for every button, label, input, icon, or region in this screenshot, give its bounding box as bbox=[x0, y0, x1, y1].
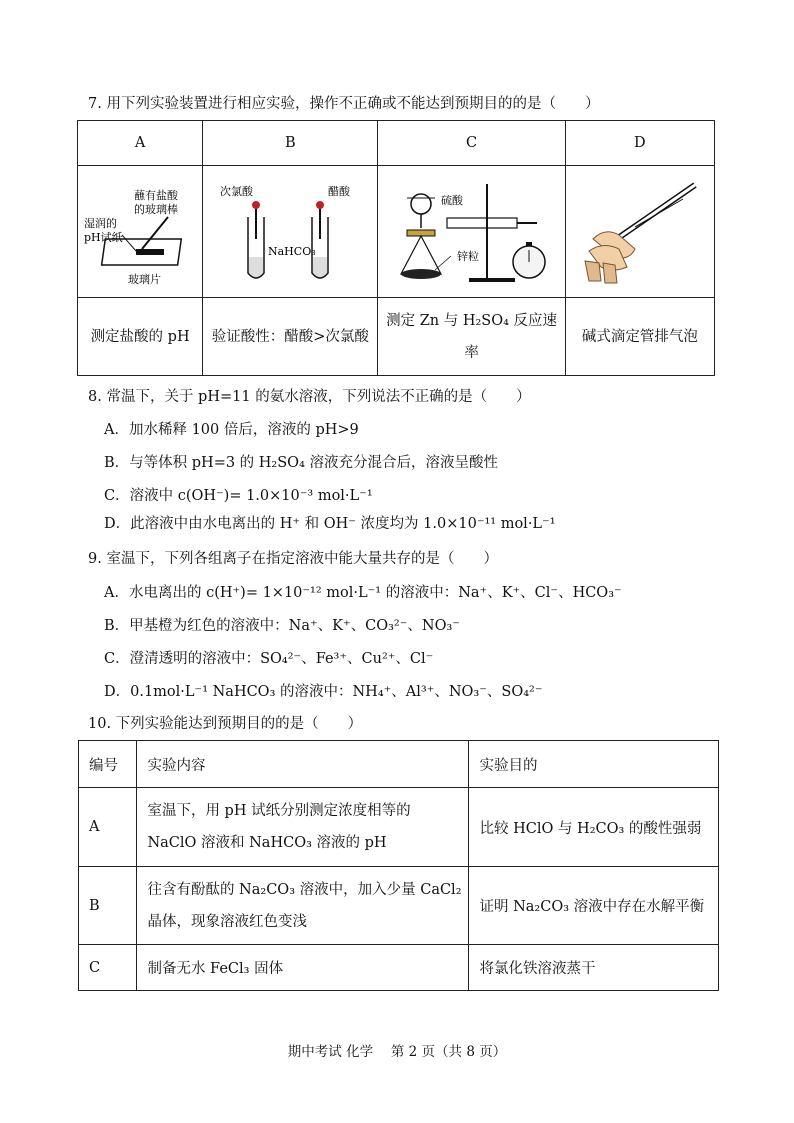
q10-row-b-content: 往含有酚酞的 Na₂CO₃ 溶液中，加入少量 CaCl₂ 晶体，现象溶液红色变浅 bbox=[137, 867, 469, 945]
table-row bbox=[79, 867, 719, 945]
q7-purpose-a: 测定盐酸的 pH bbox=[78, 298, 203, 376]
q10-row-c-content: 制备无水 FeCl₃ 固体 bbox=[137, 945, 469, 991]
q7-header-c: C bbox=[378, 121, 565, 166]
q8-option-d: D．此溶液中由水电离出的 H⁺ 和 OH⁻ 浓度均为 1.0×10⁻¹¹ mol·L⁻¹ bbox=[104, 516, 556, 532]
fig-a-rod-label: 蘸有盐酸 bbox=[134, 188, 179, 202]
q10-row-c-purpose: 将氯化铁溶液蒸干 bbox=[469, 945, 719, 991]
table-row bbox=[79, 788, 719, 867]
table-row bbox=[79, 945, 719, 991]
fig-a-paper-label-2: pH试纸 bbox=[84, 230, 123, 244]
q9-option-d: D．0.1mol·L⁻¹ NaHCO₃ 的溶液中：NH₄⁺、Al³⁺、NO₃⁻、SO₄²⁻ bbox=[104, 684, 543, 700]
q7-figure-c bbox=[378, 166, 565, 298]
q7-figure-a bbox=[78, 166, 203, 298]
q10-row-a-id: A bbox=[79, 788, 137, 867]
q7-header-a: A bbox=[78, 121, 203, 166]
q10-header-id: 编号 bbox=[79, 741, 137, 788]
page-footer: 期中考试 化学 第 2 页（共 8 页） bbox=[287, 1044, 507, 1060]
q7-header-b: B bbox=[203, 121, 378, 166]
q7-table bbox=[77, 120, 715, 376]
q10-header-purpose: 实验目的 bbox=[469, 741, 719, 788]
q7-stem: 7. 用下列实验装置进行相应实验，操作不正确或不能达到预期目的的是（ ） bbox=[88, 96, 600, 112]
fig-c-zinc-label: 锌粒 bbox=[456, 249, 479, 263]
q10-row-a-content: 室温下，用 pH 试纸分别测定浓度相等的 NaClO 溶液和 NaHCO₃ 溶液的 pH bbox=[137, 788, 469, 867]
q8-stem: 8. 常温下，关于 pH=11 的氨水溶液，下列说法不正确的是（ ） bbox=[88, 389, 531, 405]
fig-a-rod-label-2: 的玻璃棒 bbox=[134, 202, 179, 216]
fig-b-left-label: 次氯酸 bbox=[220, 184, 254, 198]
q9-option-a: A．水电离出的 c(H⁺)= 1×10⁻¹² mol·L⁻¹ 的溶液中：Na⁺、K⁺、Cl⁻、HCO₃⁻ bbox=[104, 585, 622, 601]
fig-c-acid-label: 硫酸 bbox=[440, 193, 463, 207]
q7-figure-d bbox=[565, 166, 714, 298]
q7-purpose-b: 验证酸性：醋酸>次氯酸 bbox=[203, 298, 378, 376]
q10-table bbox=[78, 740, 719, 991]
q10-header-content: 实验内容 bbox=[137, 741, 469, 788]
q8-option-c: C．溶液中 c(OH⁻)= 1.0×10⁻³ mol·L⁻¹ bbox=[104, 488, 373, 504]
q10-row-a-purpose: 比较 HClO 与 H₂CO₃ 的酸性强弱 bbox=[469, 788, 719, 867]
q9-stem: 9. 室温下，下列各组离子在指定溶液中能大量共存的是（ ） bbox=[88, 551, 498, 567]
fig-a-slide-label: 玻璃片 bbox=[128, 272, 162, 286]
fig-b-right-label: 醋酸 bbox=[328, 184, 351, 198]
fig-a-paper-label: 湿润的 bbox=[84, 216, 118, 230]
fig-b-mid-label: NaHCO₃ bbox=[268, 244, 316, 258]
q9-option-b: B．甲基橙为红色的溶液中：Na⁺、K⁺、CO₃²⁻、NO₃⁻ bbox=[104, 618, 460, 634]
q7-purpose-d: 碱式滴定管排气泡 bbox=[565, 298, 714, 376]
q10-row-b-purpose: 证明 Na₂CO₃ 溶液中存在水解平衡 bbox=[469, 867, 719, 945]
q10-row-c-id: C bbox=[79, 945, 137, 991]
q7-purpose-c: 测定 Zn 与 H₂SO₄ 反应速率 bbox=[378, 298, 565, 376]
q7-header-d: D bbox=[565, 121, 714, 166]
q8-option-b: B．与等体积 pH=3 的 H₂SO₄ 溶液充分混合后，溶液呈酸性 bbox=[104, 455, 498, 471]
q10-stem: 10. 下列实验能达到预期目的的是（ ） bbox=[88, 716, 363, 732]
q9-option-c: C．澄清透明的溶液中：SO₄²⁻、Fe³⁺、Cu²⁺、Cl⁻ bbox=[104, 651, 434, 667]
q7-figure-b bbox=[203, 166, 378, 298]
q8-option-a: A．加水稀释 100 倍后，溶液的 pH>9 bbox=[104, 422, 359, 438]
q10-row-b-id: B bbox=[79, 867, 137, 945]
